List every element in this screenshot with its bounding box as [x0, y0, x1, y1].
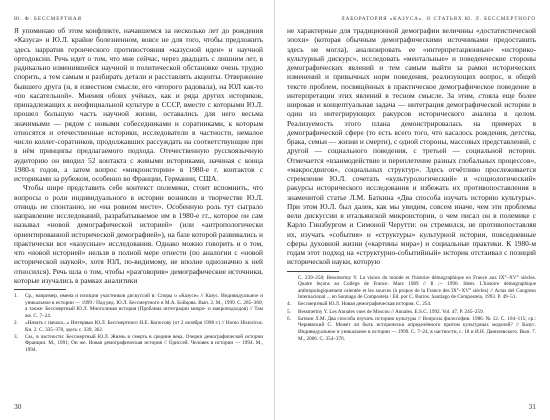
footnote-text: Ср., например, имена и позиции участников дискуссий в: Споры о «Казусе» // Казус. Индивидуальное и уникальное в истории — 1999 / Под ред. Ю.Л. Бессмертного и М.А. Бойцова. Вып. 2. М., 1999. С. 285–360; а также: Бессмертный Ю.Л. Многоликая история (Проблема интеграции микро- и макроподходов) // Там же. С. 7–24.	[25, 293, 263, 319]
footnote-number: 3.	[14, 333, 18, 340]
footnote-text: См., в частности: Бессмертный Ю.Л. Жизнь и смерть в средние века. Очерки демографической истории Франции. М., 1991; Он же. Новая демографическая история // Одиссей. Человек в истории — 1994. М., 1994.	[25, 333, 263, 353]
footnotes	[287, 275, 536, 343]
footnote-text: Баткин Л.М. Два способа изучать историю культуры // Вопросы философии. 1986. № 12. С. 104–115; ср.: Чернявский С. Может ли быть исторически определённого притом культурных моделей? // Казус. Индивидуальное и уникальное в истории — 1999. С. 7–24, в частности, с. 18 и И.Н. Данилевского. Вып. 7. М., 2006. С. 354–376.	[298, 315, 536, 342]
footnotes	[14, 293, 263, 354]
footnote	[14, 293, 263, 319]
footnote-text: Bessmertny Y. Les Annales vues de Moscou // Annales. E.S.C. 1992. Vol. 47. P. 245–259.	[298, 308, 484, 315]
footnote	[14, 334, 263, 354]
footnote-text: С. 239–258; Bessmertny Y. La vision du monde et l'histoire démographique en France aux IX°–XV° siècles. Quatre leçons au Collège de France. Mars 1989 // Il ;-- 1990. Idem. L'histoire démographique anthropologiquement orientée et les sources (à propos de la France des IX°–XV° siècles) // Actas del Congreso Internacional ... en Santiago de Compostela / Ed. por C. Barros. Santiago de Compostela, 1993. P. 49–51.	[298, 274, 536, 301]
footnote-number: 5.	[287, 308, 291, 315]
main-text	[287, 26, 536, 267]
footnote-number: 6.	[287, 315, 291, 322]
page-number: 30	[14, 402, 22, 411]
paragraph: Чтобы шире представить себе контекст полемики, стоит вспомнить, что вопросы о роли индивидуального в истории возникли в творчестве Ю.Л. отнюдь не спонтанно, не «на ровном месте». Особенную роль тут сыграло направление исследований, разрабатываемое им в 1980-е гг., которое он сам называл «новой демографической историей» (или «антропологически ориентированной исторической демографией»), на базе которой развивались и практически все «казусные» исследования. Однако можно говорить и о том, что «новой историей» нельзя в полной мере отнести (по аналогии с «новой исторической наукой», хотя ЮЛ, по-видимому, не вполне однозначно к ней относился). Речь шла о том, чтобы «разговорив» демографические источники, которые изучались в рамках аналитики	[14, 183, 263, 285]
page-number: 31	[528, 402, 536, 411]
footnote-number: 2.	[14, 319, 18, 326]
footnote	[287, 316, 536, 342]
footnote-text: «Начать с начала...» Интервью Ю.Л. Бессмертного Н.Е. Копосову (от 2 октября 1998 г.) // Homo Historicus. Кн. 2. С. 335–370, здесь с. 339, 362.	[25, 319, 263, 333]
paragraph: не характерные для традиционной демографии величины «достатистической эпохи» (которая обычным демографическими источниками предоставить здесь не могла), анализировать ее «интерпретационные» «историко-культурный дискурс», исследовать «ментальные» и поведенческие стороны демографических явлений и тем самым выйти за рамки исторических изменений и привычных норм поведения, реализующих вопрос, в общей тексте проблем, посвящённых в практическое демографическое поведение в интерпретации этих явлений в тесном смысле. За этим, стояла еще более широкая и концептуальная задача — интеграция демографической истории в один из интегрирующих ракурсов исторического анализа в целом. Реализуемость этого плана демонстрировалась на примерах в демографической сфере (то есть всего того, что касалось рождения, детства, брака, семьи — жизни и смерти), с одной стороны, массовых представлений, с другой — социального поведения, с третьей — социальной истории. Отмечается «взаимодействие и переплетение разных глобальных процессов», «макросдвигов», социальных структур». Здесь отчётливо прослеживается стремление Ю.Л. сочетать «культурологический» и «социологический» ракурсы исторического исследования и избежать их противопоставления в знаменитой статье Л.М. Баткина «Два способа изучать историю культуры». При этом Ю.Л. был далек, как мы увидим, совсем иначе, чем эти проблемы вели дискуссии в итальянской микроистории, о чем писал он в полемике с Карло Гинзбургом и Симоной Черутти: он стремился, не противопоставляя их, изучать «события» и «структуры» культурной истории, повседневные сферы духовной жизни («картины мира») и социальные практики. К 1980-м годам этот подход на «структурно-событийный» историк отстаивал с позиций исторической науки, которую	[287, 26, 536, 267]
footnote-number: 4.	[287, 301, 291, 308]
footnote-separator	[14, 289, 66, 290]
footnote	[287, 309, 536, 316]
footnote	[287, 275, 536, 301]
right-page	[275, 0, 550, 420]
footnote-number: 1.	[14, 293, 18, 299]
footnote-number	[287, 275, 298, 301]
running-head: Ю. Ф. БЕССМЕРТНАЯ	[14, 16, 82, 22]
running-head: ЛАБОРАТОРИЯ «КАЗУСА». О СТАТЬЯХ Ю. Л. БЕССМЕРТНОГО	[341, 16, 536, 22]
footnote	[14, 320, 263, 333]
footnote-text: Бессмертный Ю.Л. Новая демографическая история. С. 254.	[298, 301, 432, 308]
paragraph: Я упоминаю об этом конфликте, начавшемся за несколько лет до рождения «Казуса» и Ю.Л. крайне болезненном, вовсе не для того, чтобы предложить здесь нарратив героического противостояния «казусной идеи» и научной ортодоксии. Речь идет о том, что мне сейчас, через двадцать с лишним лет, в радикально изменившейся научной и политической обстановке очень трудно спорить, а тем самым и разбирать детали и расставлять акценты. Отвержение бывшего друга (и, в известном смысле, его «второго радовала), на ЮЛ как-то «по касательной». Мнения обоих учёных, как и ряда других историков, принадлежащих к неофициальной культуре в СССР, вместе с которыми Ю.Л. прошел большую часть научной жизни, оставались для него весьма значимыми — рядом с новыми собеседниками и соратниками, к которым относятся и отечественные историки, исследователи в частности, немалое число коллег-соратников, продолжавших рассуждать на соответствующие при в нём принципы предлагаемого подхода. Отечественную русскоязычную аудиторию он вводил 52 контакта с живыми историками, начиная с конца 1980-х годов, а затем вопрос «микроистории» в 1980-е г. контактов с историками за рубежом, особенно во Франции, Германии, США.	[14, 26, 263, 183]
footnote	[287, 301, 536, 308]
main-text	[14, 26, 263, 285]
footnote-separator	[287, 271, 339, 272]
